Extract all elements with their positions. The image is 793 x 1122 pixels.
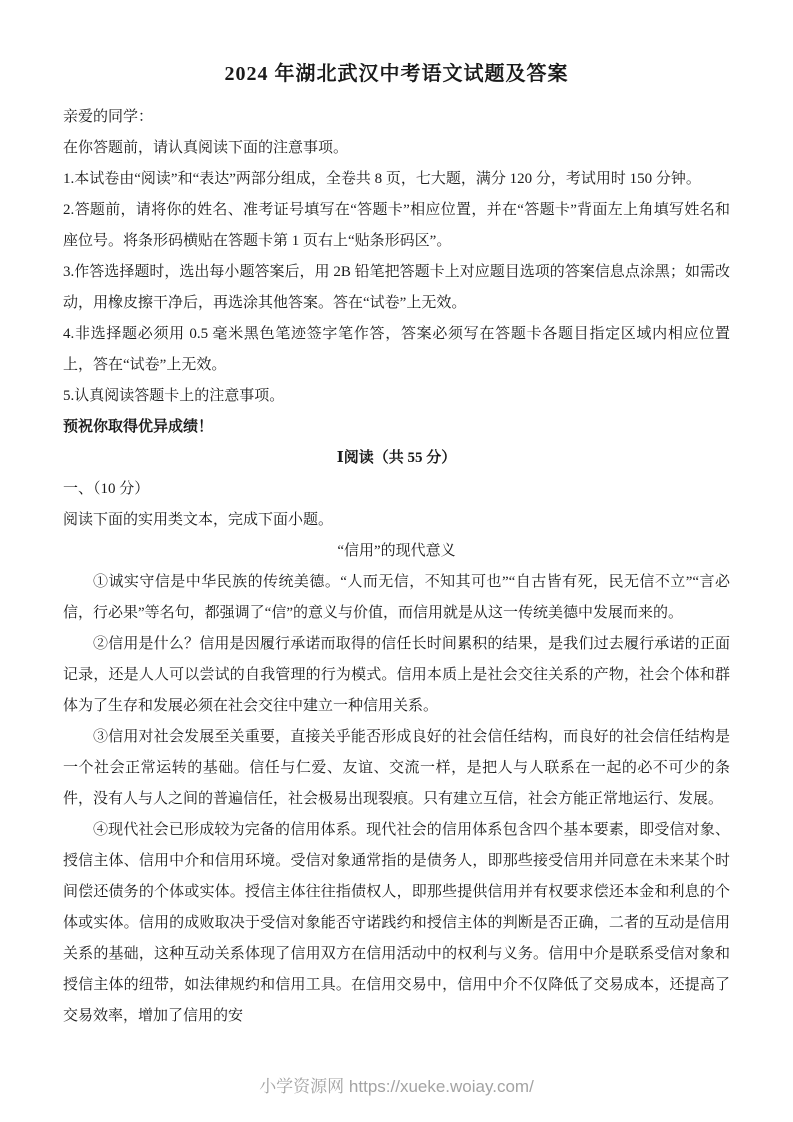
passage-paragraph-1: ①诚实守信是中华民族的传统美德。“人而无信，不知其可也”“自古皆有死，民无信不立”“言必信，行必果”等名句，都强调了“信”的意义与价值，而信用就是从这一传统美德中发展而来的。 xyxy=(63,574,730,621)
document-title: 2024 年湖北武汉中考语文试题及答案 xyxy=(224,63,569,85)
passage-paragraph-4: ④现代社会已形成较为完备的信用体系。现代社会的信用体系包含四个基本要素，即受信对象、授信主体、信用中介和信用环境。受信对象通常指的是债务人，即那些接受信用并同意在未来某个时间偿还债务的个体或实体。授信主体往往指债权人，即那些提供信用并有权要求偿还本金和利息的个体或实体。信用的成败取决于受信对象能否守诺践约和授信主体的判断是否正确，二者的互动是信用关系的基础，这种互动关系体现了信用双方在信用活动中的权利与义务。信用中介是联系受信对象和授信主体的纽带，如法律规约和信用工具。在信用交易中，信用中介不仅降低了交易成本，还提高了交易效率，增加了信用的安 xyxy=(63,822,730,1024)
notice-item-1: 1.本试卷由“阅读”和“表达”两部分组成，全卷共 8 页，七大题，满分 120 分，考试用时 150 分钟。 xyxy=(63,171,701,187)
page-footer xyxy=(0,1076,793,1098)
notice-item-2: 2.答题前，请将你的姓名、准考证号填写在“答题卡”相应位置，并在“答题卡”背面左上角填写姓名和座位号。将条形码横贴在答题卡第 1 页右上“贴条形码区”。 xyxy=(63,202,730,249)
notice-intro: 在你答题前，请认真阅读下面的注意事项。 xyxy=(63,140,349,156)
section-reading-heading: Ⅰ阅读（共 55 分） xyxy=(336,450,457,466)
good-luck-message: 预祝你取得优异成绩！ xyxy=(63,419,214,435)
reading-instruction: 阅读下面的实用类文本，完成下面小题。 xyxy=(63,512,334,528)
notice-item-3: 3.作答选择题时，选出每小题答案后，用 2B 铅笔把答题卡上对应题目选项的答案信息点涂黑；如需改动，用橡皮擦干净后，再选涂其他答案。答在“试卷”上无效。 xyxy=(63,264,730,311)
notice-item-5: 5.认真阅读答题卡上的注意事项。 xyxy=(63,388,285,404)
footer-site-name: 小学资源网 xyxy=(259,1077,345,1096)
question-part-label: 一、（10 分） xyxy=(63,481,150,497)
footer-url-link[interactable]: https://xueke.woiay.com/ xyxy=(348,1077,534,1096)
passage-title: “信用”的现代意义 xyxy=(337,543,456,559)
passage-paragraph-3: ③信用对社会发展至关重要，直接关乎能否形成良好的社会信任结构，而良好的社会信任结构是一个社会正常运转的基础。信任与仁爱、友谊、交流一样，是把人与人联系在一起的必不可少的条件，没有人与人之间的普遍信任，社会极易出现裂痕。只有建立互信，社会方能正常地运行、发展。 xyxy=(63,729,730,807)
notice-item-4: 4.非选择题必须用 0.5 毫米黑色笔迹签字笔作答，答案必须写在答题卡各题目指定区域内相应位置上，答在“试卷”上无效。 xyxy=(63,326,730,373)
passage-paragraph-2: ②信用是什么？信用是因履行承诺而取得的信任长时间累积的结果，是我们过去履行承诺的正面记录，还是人人可以尝试的自我管理的行为模式。信用本质上是社会交往关系的产物，社会个体和群体为了生存和发展必须在社会交往中建立一种信用关系。 xyxy=(63,636,730,714)
salutation: 亲爱的同学： xyxy=(63,109,154,125)
